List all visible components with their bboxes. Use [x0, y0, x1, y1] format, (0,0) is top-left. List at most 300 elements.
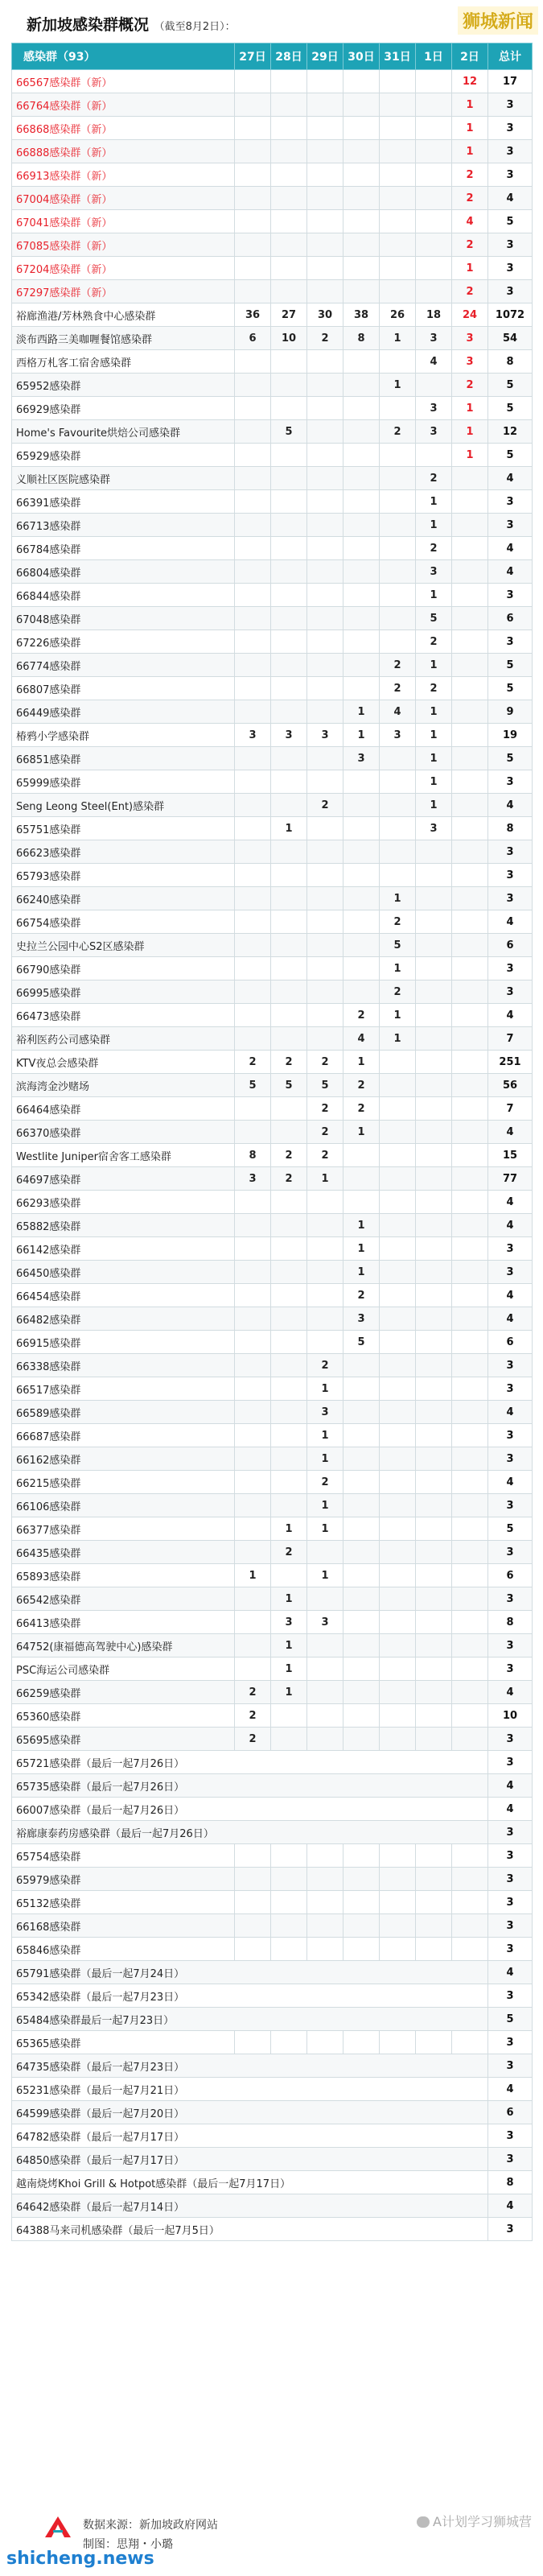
- cluster-name: 66435感染群: [12, 1541, 235, 1564]
- day-count: [271, 490, 307, 514]
- day-count: [271, 1401, 307, 1424]
- day-count: [307, 560, 343, 584]
- page-title: [27, 13, 236, 35]
- day-count: 1: [380, 327, 416, 350]
- table-row: [12, 910, 533, 934]
- day-count: 8: [235, 1144, 271, 1167]
- day-count: [416, 1214, 452, 1237]
- day-count: [235, 864, 271, 887]
- day-count: 6: [235, 327, 271, 350]
- cluster-name: 66807感染群: [12, 677, 235, 700]
- cluster-total: 12: [488, 420, 533, 444]
- cluster-name-text: 64388马来司机感染群: [16, 2224, 123, 2237]
- day-count: [380, 444, 416, 467]
- day-count: [452, 1401, 488, 1424]
- day-count: [235, 70, 271, 93]
- day-count: 3: [416, 420, 452, 444]
- day-count: [307, 514, 343, 537]
- cluster-total: 5: [488, 374, 533, 397]
- day-count: 2: [235, 1704, 271, 1728]
- day-count: [416, 1681, 452, 1704]
- day-count: [271, 210, 307, 233]
- day-count: [343, 1191, 380, 1214]
- day-count: [235, 1938, 271, 1961]
- day-count: [452, 1938, 488, 1961]
- cluster-total: 3: [488, 490, 533, 514]
- day-count: [271, 280, 307, 303]
- day-count: 2: [343, 1097, 380, 1121]
- day-count: [416, 1074, 452, 1097]
- cluster-name: 椿鸦小学感染群: [12, 724, 235, 747]
- cluster-name: 66589感染群: [12, 1401, 235, 1424]
- cluster-name: 65882感染群: [12, 1214, 235, 1237]
- cluster-total: 3: [488, 980, 533, 1004]
- day-count: [271, 1447, 307, 1471]
- day-count: [380, 747, 416, 770]
- table-row: [12, 2008, 533, 2031]
- table-row: [12, 233, 533, 257]
- day-count: [343, 1471, 380, 1494]
- day-count: [271, 910, 307, 934]
- cluster-total: 3: [488, 1821, 533, 1844]
- day-count: 1: [271, 1587, 307, 1611]
- day-count: [416, 934, 452, 957]
- day-count: [452, 794, 488, 817]
- day-count: [271, 1004, 307, 1027]
- cluster-total: 8: [488, 1611, 533, 1634]
- table-row: [12, 1821, 533, 1844]
- day-count: [235, 934, 271, 957]
- cluster-total: 3: [488, 1447, 533, 1471]
- table-row: [12, 1984, 533, 2008]
- day-count: [307, 910, 343, 934]
- site-watermark: shicheng.news: [6, 2549, 154, 2569]
- cluster-total: 3: [488, 1891, 533, 1914]
- day-count: [343, 560, 380, 584]
- cluster-name: 66774感染群: [12, 654, 235, 677]
- day-count: 1: [452, 140, 488, 163]
- cluster-total: 4: [488, 910, 533, 934]
- day-count: [380, 1587, 416, 1611]
- day-count: 3: [380, 724, 416, 747]
- table-row: [12, 2078, 533, 2101]
- table-row: [12, 1027, 533, 1051]
- day-count: [452, 1611, 488, 1634]
- day-count: [452, 980, 488, 1004]
- cluster-name: 65360感染群: [12, 1704, 235, 1728]
- day-count: [416, 140, 452, 163]
- day-count: 1: [416, 770, 452, 794]
- day-count: [343, 910, 380, 934]
- cluster-total: 4: [488, 1798, 533, 1821]
- day-count: [452, 1167, 488, 1191]
- day-count: [235, 584, 271, 607]
- cluster-name: 66259感染群: [12, 1681, 235, 1704]
- cluster-total: 4: [488, 2078, 533, 2101]
- day-count: [380, 607, 416, 630]
- cluster-total: 5: [488, 677, 533, 700]
- day-count: 18: [416, 303, 452, 327]
- cluster-total: 3: [488, 140, 533, 163]
- day-count: [271, 140, 307, 163]
- day-count: [235, 163, 271, 187]
- table-row: [12, 350, 533, 374]
- day-count: [452, 1891, 488, 1914]
- day-count: 38: [343, 303, 380, 327]
- cluster-total: 54: [488, 327, 533, 350]
- table-row: [12, 840, 533, 864]
- day-count: [380, 117, 416, 140]
- day-count: [416, 1167, 452, 1191]
- cluster-total: 7: [488, 1097, 533, 1121]
- day-count: [380, 1634, 416, 1657]
- day-count: [271, 654, 307, 677]
- day-count: 1: [343, 1121, 380, 1144]
- day-count: 3: [307, 724, 343, 747]
- cluster-name: 66995感染群: [12, 980, 235, 1004]
- table-row: [12, 2054, 533, 2078]
- day-count: [307, 257, 343, 280]
- day-count: [271, 864, 307, 887]
- day-count: [452, 1261, 488, 1284]
- day-count: [416, 1517, 452, 1541]
- day-count: [452, 1331, 488, 1354]
- day-count: [307, 1891, 343, 1914]
- day-count: [452, 630, 488, 654]
- day-count: [416, 1261, 452, 1284]
- day-count: [380, 257, 416, 280]
- cluster-name-text: 65484感染群最后一起7月23日）: [16, 2014, 175, 2027]
- day-count: 1: [380, 374, 416, 397]
- day-count: [307, 1868, 343, 1891]
- day-count: [235, 420, 271, 444]
- day-count: [452, 1844, 488, 1868]
- day-count: [343, 1541, 380, 1564]
- day-count: [343, 467, 380, 490]
- day-count: [271, 1027, 307, 1051]
- last-case-note: （最后一起7月23日）: [80, 1991, 185, 2004]
- day-count: [271, 1494, 307, 1517]
- day-count: [416, 280, 452, 303]
- day-count: [343, 1167, 380, 1191]
- table-row: [12, 1401, 533, 1424]
- day-count: 1: [416, 584, 452, 607]
- cluster-name: [12, 2078, 488, 2101]
- table-row: [12, 1377, 533, 1401]
- cluster-name: 66888感染群（新）: [12, 140, 235, 163]
- cluster-name-text: 裕廊康泰药房感染群: [16, 1827, 111, 1840]
- cluster-name: 67004感染群（新）: [12, 187, 235, 210]
- day-count: [452, 490, 488, 514]
- day-count: [380, 1728, 416, 1751]
- day-count: 2: [307, 1121, 343, 1144]
- day-count: [235, 980, 271, 1004]
- day-count: 5: [416, 607, 452, 630]
- day-count: [380, 1657, 416, 1681]
- cluster-total: 3: [488, 2124, 533, 2148]
- day-count: [307, 1728, 343, 1751]
- day-count: [271, 1097, 307, 1121]
- day-count: 2: [343, 1284, 380, 1307]
- day-count: 1: [416, 700, 452, 724]
- day-count: [271, 117, 307, 140]
- day-count: [452, 817, 488, 840]
- day-count: [416, 1844, 452, 1868]
- day-count: 2: [452, 187, 488, 210]
- day-count: [452, 1214, 488, 1237]
- day-count: [416, 1541, 452, 1564]
- day-count: [235, 1121, 271, 1144]
- day-count: [452, 1191, 488, 1214]
- cluster-total: 3: [488, 2054, 533, 2078]
- day-count: [307, 607, 343, 630]
- day-count: [343, 887, 380, 910]
- day-count: [271, 1728, 307, 1751]
- table-row: [12, 2194, 533, 2218]
- day-count: [452, 467, 488, 490]
- day-count: 5: [307, 1074, 343, 1097]
- cluster-name-text: 66007感染群: [16, 1804, 81, 1817]
- day-count: [416, 1354, 452, 1377]
- table-row: [12, 1844, 533, 1868]
- day-count: [271, 537, 307, 560]
- day-count: [235, 607, 271, 630]
- day-count: 27: [271, 303, 307, 327]
- day-count: 5: [271, 420, 307, 444]
- cluster-total: 5: [488, 747, 533, 770]
- day-count: 2: [271, 1541, 307, 1564]
- day-count: [271, 1424, 307, 1447]
- day-count: [271, 350, 307, 374]
- day-count: [380, 1471, 416, 1494]
- day-count: 3: [271, 724, 307, 747]
- day-count: [380, 490, 416, 514]
- day-count: [380, 1914, 416, 1938]
- day-count: [235, 957, 271, 980]
- cluster-total: 3: [488, 2031, 533, 2054]
- day-count: [380, 514, 416, 537]
- day-count: [307, 140, 343, 163]
- table-row: [12, 257, 533, 280]
- day-count: [235, 1377, 271, 1401]
- table-row: [12, 1681, 533, 1704]
- cluster-name: 66370感染群: [12, 1121, 235, 1144]
- day-count: [380, 93, 416, 117]
- last-case-note: （最后一起7月17日）: [80, 2154, 185, 2167]
- table-row: [12, 210, 533, 233]
- day-count: 3: [343, 1307, 380, 1331]
- day-count: [271, 93, 307, 117]
- cluster-total: 8: [488, 817, 533, 840]
- day-count: [380, 1494, 416, 1517]
- day-count: [380, 1564, 416, 1587]
- cluster-total: 3: [488, 233, 533, 257]
- header-day: 2日: [452, 43, 488, 70]
- day-count: [271, 374, 307, 397]
- day-count: 2: [343, 1074, 380, 1097]
- day-count: [380, 1167, 416, 1191]
- day-count: [416, 1938, 452, 1961]
- day-count: [307, 163, 343, 187]
- day-count: 12: [452, 70, 488, 93]
- cluster-name-text: 越南烧烤Khoi Grill & Hotpot感染群: [16, 2178, 187, 2190]
- table-row: [12, 1587, 533, 1611]
- day-count: 1: [307, 1494, 343, 1517]
- cluster-total: 3: [488, 257, 533, 280]
- day-count: 1: [271, 1634, 307, 1657]
- cluster-total: 5: [488, 397, 533, 420]
- day-count: 3: [307, 1401, 343, 1424]
- day-count: [235, 887, 271, 910]
- day-count: [271, 444, 307, 467]
- cluster-name: 66464感染群: [12, 1097, 235, 1121]
- day-count: [235, 280, 271, 303]
- day-count: [452, 1494, 488, 1517]
- day-count: [380, 864, 416, 887]
- cluster-name-text: 64642感染群: [16, 2201, 81, 2214]
- day-count: [235, 1097, 271, 1121]
- day-count: 1: [307, 1447, 343, 1471]
- day-count: [452, 934, 488, 957]
- cluster-name: [12, 1751, 488, 1774]
- day-count: 1: [307, 1564, 343, 1587]
- day-count: [235, 1634, 271, 1657]
- table-row: [12, 2031, 533, 2054]
- day-count: 2: [307, 1051, 343, 1074]
- footer: [0, 2505, 543, 2576]
- day-count: [416, 1891, 452, 1914]
- day-count: 1: [452, 117, 488, 140]
- day-count: [235, 210, 271, 233]
- table-row: [12, 1121, 533, 1144]
- table-row: [12, 934, 533, 957]
- day-count: [452, 1868, 488, 1891]
- cluster-total: 3: [488, 630, 533, 654]
- day-count: [452, 1447, 488, 1471]
- last-case-note: （最后一起7月24日）: [80, 1967, 185, 1980]
- day-count: [271, 794, 307, 817]
- day-count: 8: [343, 327, 380, 350]
- cluster-total: 3: [488, 864, 533, 887]
- day-count: [416, 1424, 452, 1447]
- cluster-name: 66450感染群: [12, 1261, 235, 1284]
- day-count: [307, 887, 343, 910]
- day-count: [343, 677, 380, 700]
- cluster-name: 66764感染群（新）: [12, 93, 235, 117]
- day-count: [343, 1144, 380, 1167]
- cluster-name: 66542感染群: [12, 1587, 235, 1611]
- cluster-name-text: 64599感染群: [16, 2107, 81, 2120]
- day-count: [235, 350, 271, 374]
- day-count: 1: [380, 887, 416, 910]
- cluster-total: 3: [488, 93, 533, 117]
- day-count: 1: [416, 724, 452, 747]
- day-count: [343, 654, 380, 677]
- day-count: [343, 794, 380, 817]
- day-count: [343, 163, 380, 187]
- last-case-note: （最后一起7月20日）: [80, 2107, 185, 2120]
- day-count: [307, 537, 343, 560]
- table-row: [12, 420, 533, 444]
- day-count: [307, 93, 343, 117]
- day-count: [271, 1844, 307, 1868]
- day-count: [416, 1191, 452, 1214]
- day-count: [452, 1051, 488, 1074]
- cluster-name: 65979感染群: [12, 1868, 235, 1891]
- day-count: [271, 1891, 307, 1914]
- day-count: [343, 187, 380, 210]
- day-count: [235, 1401, 271, 1424]
- day-count: 2: [452, 280, 488, 303]
- watermark-text: A计划学习狮城营: [433, 2514, 532, 2529]
- header-name: 感染群（93）: [12, 43, 235, 70]
- day-count: [343, 1401, 380, 1424]
- day-count: [416, 1728, 452, 1751]
- cluster-total: 3: [488, 1541, 533, 1564]
- cluster-name: 66913感染群（新）: [12, 163, 235, 187]
- day-count: [452, 700, 488, 724]
- title-main: 新加坡感染群概况: [27, 16, 150, 34]
- day-count: [271, 957, 307, 980]
- day-count: 3: [307, 1611, 343, 1634]
- table-row: [12, 1471, 533, 1494]
- day-count: [343, 1657, 380, 1681]
- day-count: 3: [452, 327, 488, 350]
- day-count: [235, 233, 271, 257]
- day-count: [235, 1611, 271, 1634]
- cluster-total: 3: [488, 770, 533, 794]
- day-count: 2: [416, 677, 452, 700]
- cluster-name: 65793感染群: [12, 864, 235, 887]
- day-count: [416, 2031, 452, 2054]
- day-count: [343, 864, 380, 887]
- day-count: [235, 1471, 271, 1494]
- day-count: [380, 630, 416, 654]
- day-count: 5: [271, 1074, 307, 1097]
- cluster-name: 67041感染群（新）: [12, 210, 235, 233]
- day-count: [343, 957, 380, 980]
- day-count: 1: [343, 700, 380, 724]
- day-count: [307, 980, 343, 1004]
- day-count: [416, 117, 452, 140]
- day-count: [235, 1331, 271, 1354]
- cluster-total: 4: [488, 537, 533, 560]
- day-count: [307, 1331, 343, 1354]
- day-count: [343, 1447, 380, 1471]
- day-count: [307, 700, 343, 724]
- day-count: [235, 1214, 271, 1237]
- day-count: [452, 1728, 488, 1751]
- cluster-name: 66142感染群: [12, 1237, 235, 1261]
- day-count: [271, 840, 307, 864]
- table-row: [12, 280, 533, 303]
- day-count: [343, 210, 380, 233]
- day-count: [271, 467, 307, 490]
- day-count: [452, 1284, 488, 1307]
- day-count: 2: [235, 1728, 271, 1751]
- a-plan-logo-icon: [42, 2515, 74, 2539]
- day-count: [452, 1634, 488, 1657]
- table-row: [12, 1237, 533, 1261]
- cluster-total: 3: [488, 514, 533, 537]
- cluster-name: 66391感染群: [12, 490, 235, 514]
- day-count: [452, 1144, 488, 1167]
- day-count: [307, 490, 343, 514]
- day-count: [416, 1914, 452, 1938]
- last-case-note: （最后一起7月23日）: [80, 2061, 185, 2074]
- day-count: [271, 980, 307, 1004]
- day-count: 1: [452, 420, 488, 444]
